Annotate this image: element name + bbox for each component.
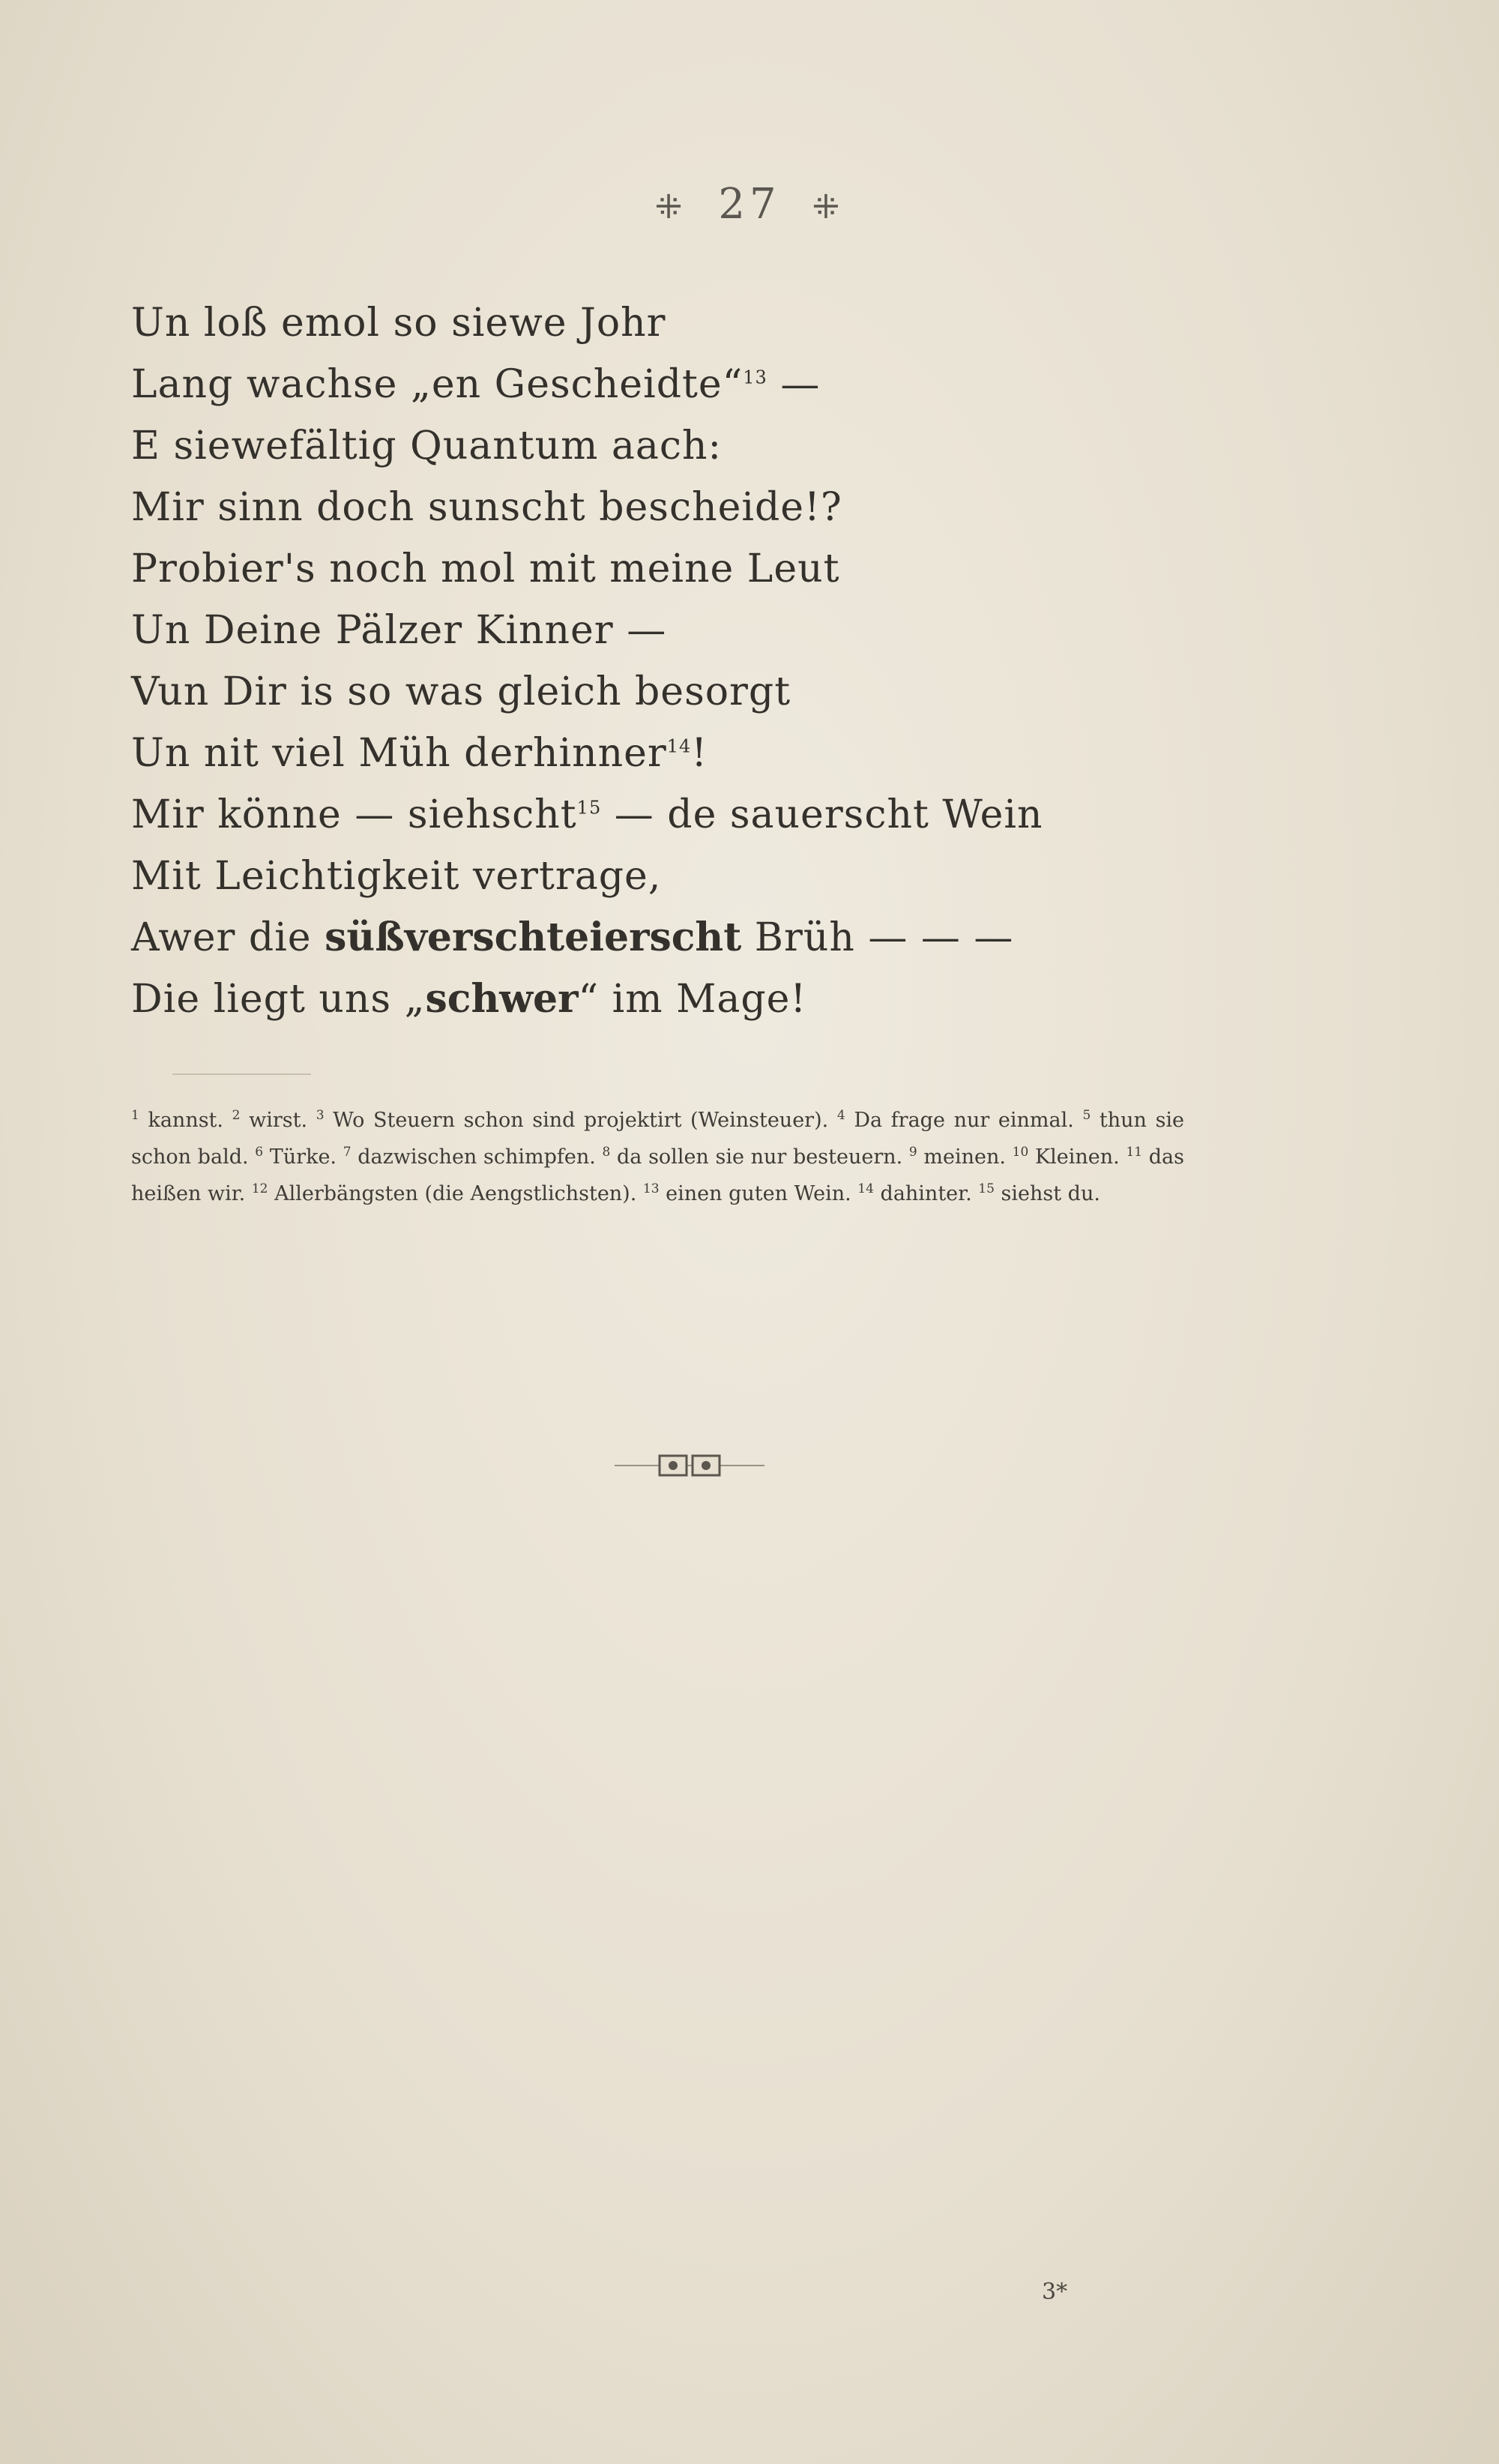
verse-text: Probier's noch mol mit meine Leut <box>131 546 840 591</box>
verse-text: Un loß emol so siewe Johr <box>131 301 666 346</box>
verse-line <box>131 969 1255 1030</box>
footnote-text: Allerbängsten (die Aengstlichsten). <box>274 1182 637 1205</box>
footnote-item <box>1013 1145 1120 1169</box>
verse-emphasis: schwer <box>425 976 579 1022</box>
verse-line <box>131 661 1255 723</box>
footnote-marker: 13 <box>743 367 767 388</box>
footnote-item <box>343 1145 596 1169</box>
footnote-divider <box>172 1073 311 1075</box>
page-number: 27 <box>718 180 781 229</box>
footnote-item <box>909 1145 1006 1169</box>
end-ornament-icon <box>615 1447 764 1484</box>
footnote-text: thun sie schon bald. <box>131 1109 1185 1169</box>
verse-text-tail: — de sauerscht Wein <box>601 792 1043 837</box>
footnote-text: Kleinen. <box>1034 1145 1120 1169</box>
footnote-number: 5 <box>1082 1108 1091 1123</box>
signature-mark: 3* <box>1042 2279 1068 2305</box>
footnote-item <box>255 1145 337 1169</box>
ornament-right-icon: ⁜ <box>812 188 845 226</box>
verse-text: Mir sinn doch sunscht bescheide!? <box>131 485 842 530</box>
footnote-item <box>252 1182 636 1205</box>
ornament-left-icon: ⁜ <box>654 188 687 226</box>
footnote-text: siehst du. <box>1001 1182 1100 1205</box>
footnote-text: da sollen sie nur besteuern. <box>617 1145 903 1169</box>
footnote-number: 2 <box>232 1108 241 1123</box>
verse-line <box>131 784 1255 846</box>
verse-text-tail: ! <box>691 731 708 776</box>
verse-line <box>131 538 1255 600</box>
verse-emphasis: süßverschteierscht <box>325 915 742 960</box>
footnote-item <box>316 1109 829 1132</box>
footnote-number: 7 <box>343 1145 352 1160</box>
footnote-item <box>978 1182 1100 1205</box>
footnotes <box>131 1102 1184 1212</box>
verse-line <box>131 354 1255 415</box>
verse-text: Lang wachse „en Gescheidte“ <box>131 362 744 407</box>
footnote-item <box>837 1109 1074 1132</box>
verse-text-tail: — <box>767 362 821 407</box>
verse-text: Awer die <box>131 915 325 960</box>
footnote-marker: 14 <box>666 735 692 757</box>
footnote-number: 6 <box>255 1145 264 1160</box>
footnote-number: 9 <box>908 1145 917 1160</box>
footnote-number: 11 <box>1126 1145 1143 1160</box>
footnote-text: einen guten Wein. <box>666 1182 851 1205</box>
footnote-text: wirst. <box>249 1109 308 1132</box>
poem-verse <box>131 292 1255 1030</box>
footnote-item <box>232 1109 307 1132</box>
footnote-item <box>643 1182 851 1205</box>
verse-text: Vun Dir is so was gleich besorgt <box>131 669 791 714</box>
verse-line <box>131 907 1255 969</box>
footnote-item <box>603 1145 903 1169</box>
verse-text: Un nit viel Müh derhinner <box>131 731 667 776</box>
footnote-marker: 15 <box>576 797 602 819</box>
verse-line <box>131 846 1255 907</box>
verse-text: Mit Leichtigkeit vertrage, <box>131 854 662 899</box>
footnote-number: 13 <box>642 1181 660 1196</box>
footnote-text: das heißen wir. <box>131 1145 1185 1205</box>
footnote-number: 8 <box>602 1145 611 1160</box>
footnote-number: 4 <box>836 1108 845 1123</box>
footnote-number: 10 <box>1012 1145 1029 1160</box>
verse-line <box>131 600 1255 661</box>
footnote-text: Wo Steuern schon sind projektirt (Weinsteuer). <box>333 1109 829 1132</box>
footnote-text: Da frage nur einmal. <box>854 1109 1074 1132</box>
footnote-text: dahinter. <box>880 1182 972 1205</box>
footnote-number: 14 <box>857 1181 874 1196</box>
footnote-item <box>131 1109 223 1132</box>
footnote-text: meinen. <box>923 1145 1006 1169</box>
footnote-text: Türke. <box>269 1145 337 1169</box>
verse-text: Mir könne — siehscht <box>131 792 577 837</box>
verse-line <box>131 415 1255 477</box>
page-header <box>0 180 1499 229</box>
verse-text: Die liegt uns „ <box>131 977 426 1022</box>
verse-text: E siewefältig Quantum aach: <box>131 424 723 469</box>
verse-line <box>131 292 1255 354</box>
footnote-number: 12 <box>251 1181 268 1196</box>
verse-text-tail: “ im Mage! <box>578 977 807 1022</box>
verse-text-tail: Brüh — — — <box>741 915 1014 960</box>
verse-text: Un Deine Pälzer Kinner — <box>131 608 667 653</box>
footnote-text: dazwischen schimpfen. <box>358 1145 596 1169</box>
footnote-number: 15 <box>978 1181 995 1196</box>
footnote-number: 1 <box>131 1108 139 1123</box>
footnote-number: 3 <box>316 1108 325 1123</box>
footnote-text: kannst. <box>148 1109 223 1132</box>
footnote-item <box>857 1182 971 1205</box>
verse-line <box>131 723 1255 784</box>
verse-line <box>131 477 1255 538</box>
